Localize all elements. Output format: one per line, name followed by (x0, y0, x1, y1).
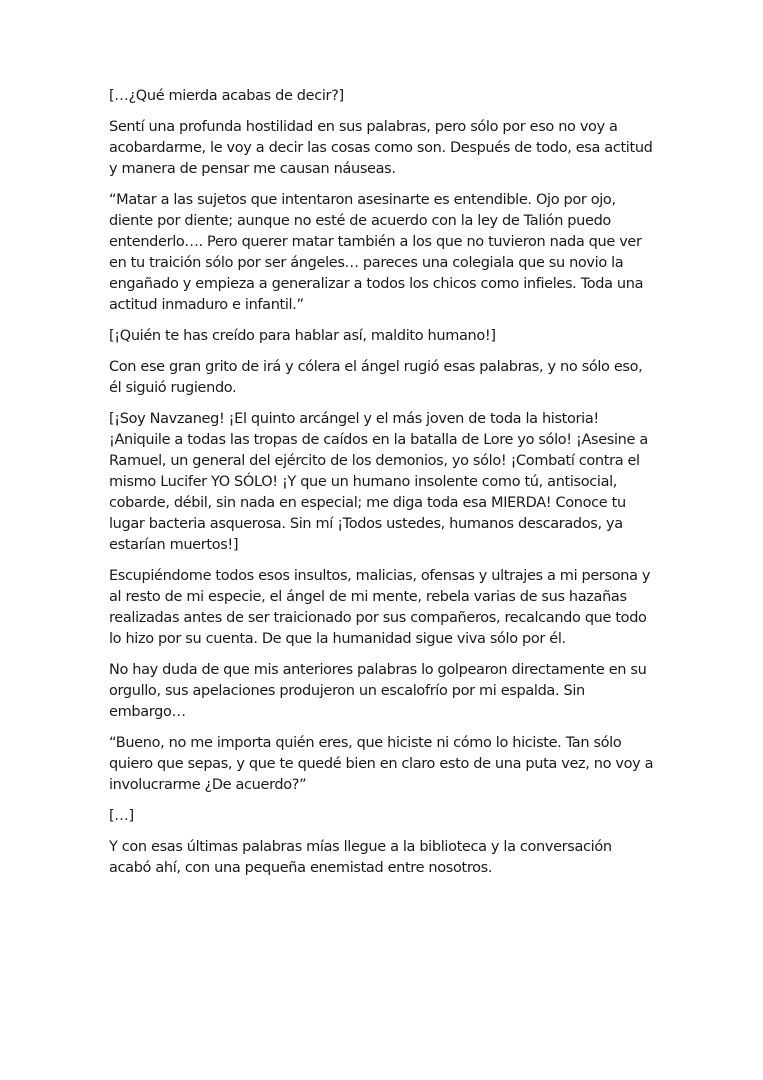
paragraph: Sentí una profunda hostilidad en sus palabras, pero sólo por eso no voy a acobardarme, le voy a decir las cosas como son. Después de todo, esa actitud y manera de pensar me causan náuseas. (109, 119, 653, 177)
paragraph: […¿Qué mierda acabas de decir?] (109, 88, 344, 104)
paragraph: Con ese gran grito de irá y cólera el ángel rugió esas palabras, y no sólo eso, él siguió rugiendo. (109, 359, 643, 396)
paragraph: [¡Soy Navzaneg! ¡El quinto arcángel y el más joven de toda la historia! ¡Aniquile a todas las tropas de caídos en la batalla de Lore yo sólo! ¡Asesine a Ramuel, un general del ejército de los demonios, yo sólo! ¡Combatí contra el mismo Lucifer YO SÓLO! ¡Y que un humano insolente como tú, antisocial, cobarde, débil, sin nada en especial; me diga toda esa MIERDA! Conoce tu lugar bacteria asquerosa. Sin mí ¡Todos ustedes, humanos descarados, ya estarían muertos!] (109, 411, 648, 553)
paragraph: “Matar a las sujetos que intentaron asesinarte es entendible. Ojo por ojo, diente por diente; aunque no esté de acuerdo con la ley de Talión puedo entenderlo…. Pero querer matar también a los que no tuvieron nada que ver en tu traición sólo por ser ángeles… pareces una colegiala que su novio la engañado y empieza a generalizar a todos los chicos como infieles. Toda una actitud inmaduro e infantil.” (109, 192, 644, 313)
paragraph: […] (109, 808, 134, 824)
paragraph: “Bueno, no me importa quién eres, que hiciste ni cómo lo hiciste. Tan sólo quiero que sepas, y que te quedé bien en claro esto de una puta vez, no voy a involucrarme ¿De acuerdo?” (109, 735, 654, 793)
paragraph: [¡Quién te has creído para hablar así, maldito humano!] (109, 328, 496, 344)
paragraph: No hay duda de que mis anteriores palabras lo golpearon directamente en su orgullo, sus apelaciones produjeron un escalofrío por mi espalda. Sin embargo… (109, 662, 647, 720)
document-page (109, 86, 654, 889)
paragraph: Y con esas últimas palabras mías llegue a la biblioteca y la conversación acabó ahí, con una pequeña enemistad entre nosotros. (109, 839, 612, 876)
paragraph: Escupiéndome todos esos insultos, malicias, ofensas y ultrajes a mi persona y al resto de mi especie, el ángel de mi mente, rebela varias de sus hazañas realizadas antes de ser traicionado por sus compañeros, recalcando que todo lo hizo por su cuenta. De que la humanidad sigue viva sólo por él. (109, 568, 651, 647)
